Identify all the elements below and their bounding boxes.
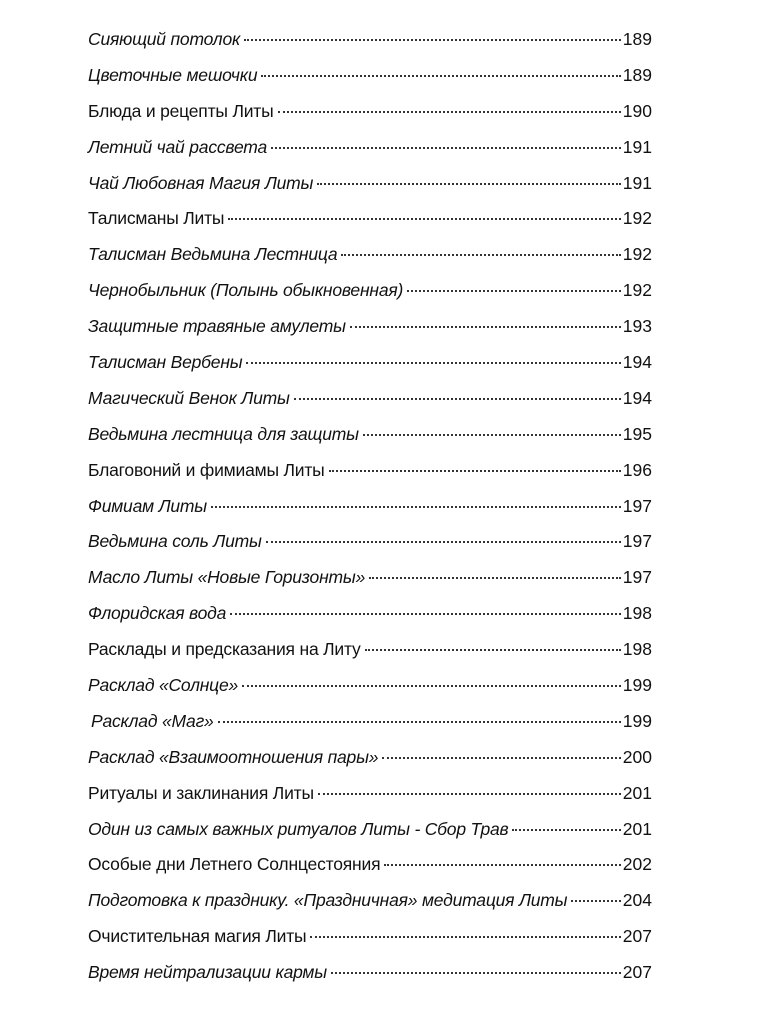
toc-entry-page-number: 201 [622,782,652,803]
toc-entry-page-number: 191 [622,136,652,157]
toc-entry-page-number: 192 [622,244,652,265]
toc-entry-leader-dots [329,470,621,472]
toc-entry-page-number: 194 [622,387,652,408]
toc-entry-title: Летний чай рассвета [88,136,268,157]
toc-entry-leader-dots [228,218,621,220]
toc-entry[interactable] [88,345,652,381]
toc-entry-page-number: 192 [622,208,652,229]
toc-entry-title: Фимиам Литы [88,495,207,516]
toc-entry-page-number: 197 [622,495,652,516]
toc-entry[interactable] [88,417,652,453]
toc-entry-title: Чернобыльник (Полынь обыкновенная) [88,280,404,301]
toc-entry-page-number: 195 [622,423,652,444]
toc-entry-page-number: 196 [622,459,652,480]
toc-entry[interactable] [88,94,652,130]
toc-entry-page-number: 204 [622,890,652,911]
toc-entry[interactable] [88,273,652,309]
toc-entry-page-number: 189 [622,64,652,85]
toc-entry-title: Один из самых важных ритуалов Литы - Сбор Трав [88,818,509,839]
toc-entry-title: Талисман Вербены [88,352,243,373]
toc-entry-page-number: 202 [622,854,652,875]
toc-entry-page-number: 189 [622,29,652,49]
toc-entry[interactable] [88,812,652,848]
toc-entry-leader-dots [369,577,621,579]
toc-entry-title: Расклад «Взаимоотношения пары» [88,746,379,767]
toc-entry-leader-dots [571,900,620,902]
toc-entry-leader-dots [363,434,621,436]
toc-entry-leader-dots [261,75,620,77]
toc-entry-leader-dots [310,936,620,938]
toc-entry-leader-dots [211,506,621,508]
toc-entry-title: Талисманы Литы [88,208,225,229]
toc-entry-page-number: 198 [622,603,652,624]
toc-entry[interactable] [88,776,652,812]
toc-entry-title: Масло Литы «Новые Горизонты» [88,567,366,588]
toc-entry-page-number: 207 [622,926,652,947]
toc-entry-page-number: 197 [622,567,652,588]
toc-entry-title: Ритуалы и заклинания Литы [88,782,314,803]
toc-entry-title: Подготовка к празднику. «Праздничная» медитация Литы [88,890,568,911]
toc-entry-leader-dots [244,39,621,41]
toc-entry-page-number: 199 [622,710,652,731]
toc-entry-title: Расклады и предсказания на Литу [88,639,361,660]
toc-entry[interactable] [88,166,652,202]
toc-entry-leader-dots [331,972,621,974]
toc-entry-leader-dots [382,757,620,759]
toc-entry-leader-dots [512,829,620,831]
toc-entry-page-number: 199 [622,675,652,696]
toc-entry[interactable] [88,955,652,991]
toc-entry-title: Расклад «Солнце» [88,675,239,696]
toc-entry-leader-dots [341,254,620,256]
toc-entry[interactable] [88,704,652,740]
toc-entry[interactable] [88,58,652,94]
toc-entry-page-number: 207 [622,962,652,983]
toc-entry-title: Защитные травяные амулеты [88,316,346,337]
toc-entry-title: Сияющий потолок [88,29,241,49]
toc-entry-leader-dots [294,398,621,400]
toc-entry[interactable] [88,883,652,919]
toc-entry-leader-dots [407,290,621,292]
toc-entry[interactable] [88,489,652,525]
toc-entry-page-number: 197 [622,531,652,552]
toc-entry[interactable] [88,740,652,776]
toc-entry-leader-dots [384,864,620,866]
toc-entry-leader-dots [365,649,621,651]
toc-entry-page-number: 200 [622,746,652,767]
toc-entry-title: Время нейтрализации кармы [88,962,327,983]
toc-entry[interactable] [88,632,652,668]
toc-entry-page-number: 190 [622,100,652,121]
toc-entry-leader-dots [230,613,621,615]
toc-entry[interactable] [88,560,652,596]
toc-entry[interactable] [88,919,652,955]
toc-entry-title: Талисман Ведьмина Лестница [88,244,338,265]
toc-entry-title: Блюда и рецепты Литы [88,100,274,121]
toc-entry[interactable] [88,668,652,704]
toc-entry-leader-dots [317,183,621,185]
toc-entry-page-number: 191 [622,172,652,193]
toc-entry-title: Магический Венок Литы [88,387,290,408]
toc-entry-title: Очистительная магия Литы [88,926,307,947]
table-of-contents [88,22,652,991]
toc-entry-leader-dots [350,326,621,328]
toc-entry-leader-dots [271,147,621,149]
toc-entry[interactable] [88,524,652,560]
toc-entry-title: Ведьмина лестница для защиты [88,423,359,444]
toc-entry-page-number: 194 [622,352,652,373]
toc-entry[interactable] [88,201,652,237]
toc-entry[interactable] [88,309,652,345]
toc-entry-leader-dots [218,721,621,723]
toc-entry[interactable] [88,381,652,417]
toc-entry-page-number: 193 [622,316,652,337]
toc-entry-leader-dots [242,685,621,687]
toc-entry[interactable] [88,130,652,166]
toc-entry-title: Чай Любовная Магия Литы [88,172,314,193]
toc-entry-title: Флоридская вода [88,603,227,624]
toc-entry-title: Расклад «Маг» [91,710,214,731]
toc-entry-title: Ведьмина соль Литы [88,531,262,552]
toc-entry[interactable] [88,453,652,489]
toc-entry[interactable] [88,847,652,883]
toc-entry-leader-dots [246,362,620,364]
toc-entry-title: Благовоний и фимиамы Литы [88,459,325,480]
toc-entry-title: Особые дни Летнего Солнцестояния [88,854,381,875]
toc-entry-leader-dots [266,541,621,543]
toc-entry-leader-dots [318,793,621,795]
toc-entry-page-number: 198 [622,639,652,660]
toc-entry[interactable] [88,596,652,632]
toc-entry-page-number: 201 [622,818,652,839]
toc-entry-title: Цветочные мешочки [88,64,258,85]
toc-entry-leader-dots [278,111,621,113]
toc-entry-page-number: 192 [622,280,652,301]
toc-entry[interactable] [88,237,652,273]
toc-entry[interactable] [88,22,652,58]
